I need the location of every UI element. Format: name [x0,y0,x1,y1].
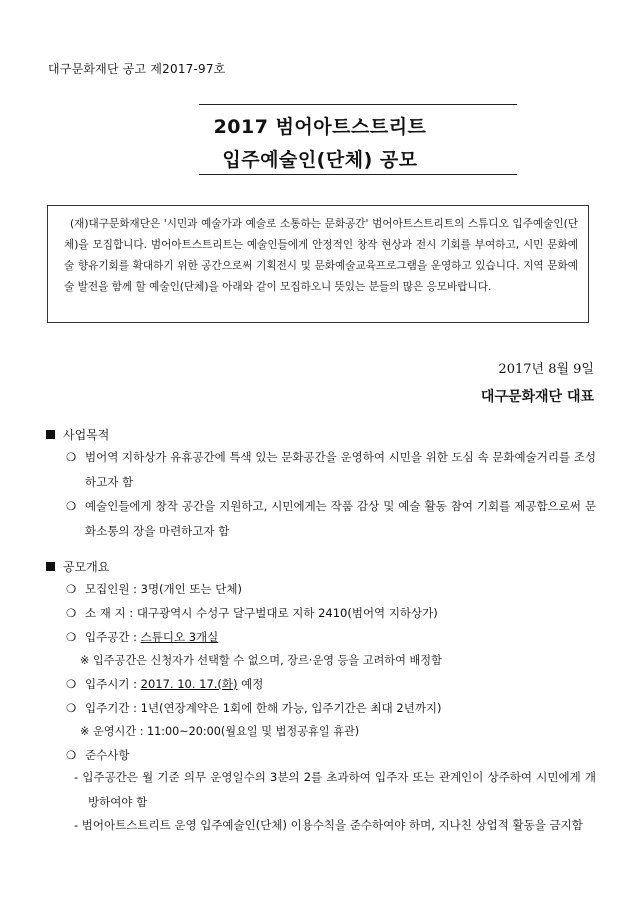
intro-box [47,205,589,323]
time-label: 입주시기 : [85,677,141,691]
page-title-line1: 2017 범어아트스트리트 [213,116,427,138]
rules-heading-text: 준수사항 [85,748,130,762]
space-note-text: ※ 입주공간은 신청자가 선택할 수 없으며, 장르·운영 등을 고려하여 배정함 [80,654,442,667]
signature: 대구문화재단 대표 [480,389,594,405]
square-bullet-icon [46,562,55,571]
circle-bullet-icon: ❍ [66,748,77,762]
time-suffix: 예정 [237,677,264,691]
space-label: 입주공간 : [85,630,141,644]
overview-recruit-text: 모집인원 : 3명(개인 또는 단체) [85,582,242,596]
overview-period-text: 입주기간 : 1년(연장계약은 1회에 한해 가능, 입주기간은 최대 2년까지) [85,701,442,715]
rule-item-text: - 범어아트스트리트 운영 입주예술인(단체) 이용수칙을 준수하여야 하며, 지나친 상업적 활동을 금지함 [74,818,583,832]
overview-address-text: 소 재 지 : 대구광역시 수성구 달구벌대로 지하 2410(범어역 지하상가) [85,606,438,620]
circle-bullet-icon: ❍ [66,677,77,691]
overview-space-note [66,648,596,673]
time-value: 2017. 10. 17.(화) [140,677,238,691]
overview-space-text [85,625,596,650]
circle-bullet-icon: ❍ [66,450,77,464]
purpose-item-1 [66,445,596,495]
square-bullet-icon [46,430,55,439]
notice-date: 2017년 8월 9일 [498,362,594,377]
circle-bullet-icon: ❍ [66,499,77,513]
section-heading-label: 공모개요 [63,560,110,574]
circle-bullet-icon: ❍ [66,606,77,620]
title-top-rule [199,104,517,105]
overview-space [66,625,596,650]
hours-text: ※ 운영시간 : 11:00~20:00(월요일 및 법정공휴일 휴관) [80,725,360,738]
purpose-item-text: 예술인들에게 창작 공간을 지원하고, 시민에게는 작품 감상 및 예술 활동 참여 기회를 제공함으로써 문화소통의 장을 마련하고자 함 [85,499,596,538]
overview-period [66,696,596,721]
page-title-line2: 입주예술인(단체) 공모 [222,149,418,171]
circle-bullet-icon: ❍ [66,701,77,715]
overview-time-text [85,672,596,697]
circle-bullet-icon: ❍ [66,582,77,596]
overview-recruit [66,577,596,602]
section-purpose-heading [46,426,109,443]
rule-item-2 [74,813,596,838]
overview-address [66,601,596,626]
space-value: 스튜디오 3개실 [140,630,219,644]
section-heading-label: 사업목적 [63,428,110,442]
section-overview-heading [46,558,109,575]
rule-item-text: - 입주공간은 월 기준 의무 운영일수의 3분의 2를 초과하여 입주자 또는 관계인이 상주하여 시민에게 개방하여야 함 [74,770,596,809]
circle-bullet-icon: ❍ [66,630,77,644]
purpose-item-2 [66,494,596,544]
purpose-item-text: 범어역 지하상가 유휴공간에 특색 있는 문화공간을 운영하여 시민을 위한 도심 속 문화예술거리를 조성하고자 함 [85,450,596,489]
intro-text: (재)대구문화재단은 '시민과 예술가과 예술로 소통하는 문화공간' 범어아트스트리트의 스튜디오 입주예술인(단체)을 모집합니다. 범어아트스트리트는 예술인들에게 안정적인 창작 현상과 전시 기회를 부여하고, 시민 문화예술 향유기회를 확대하기 위한 공간으로써 기획전시 및 문화예술교육프로그램을 운영하고 있습니다. 지역 문화예술 발전을 함께 할 예술인(단체)을 아래와 같이 모집하오니 뜻있는 분들의 많은 응모바랍니다. [64,218,578,293]
overview-hours [66,719,596,744]
title-bottom-rule [199,174,517,175]
notice-number: 대구문화재단 공고 제2017-97호 [48,62,226,76]
overview-time [66,672,596,697]
rule-item-1 [74,765,596,815]
